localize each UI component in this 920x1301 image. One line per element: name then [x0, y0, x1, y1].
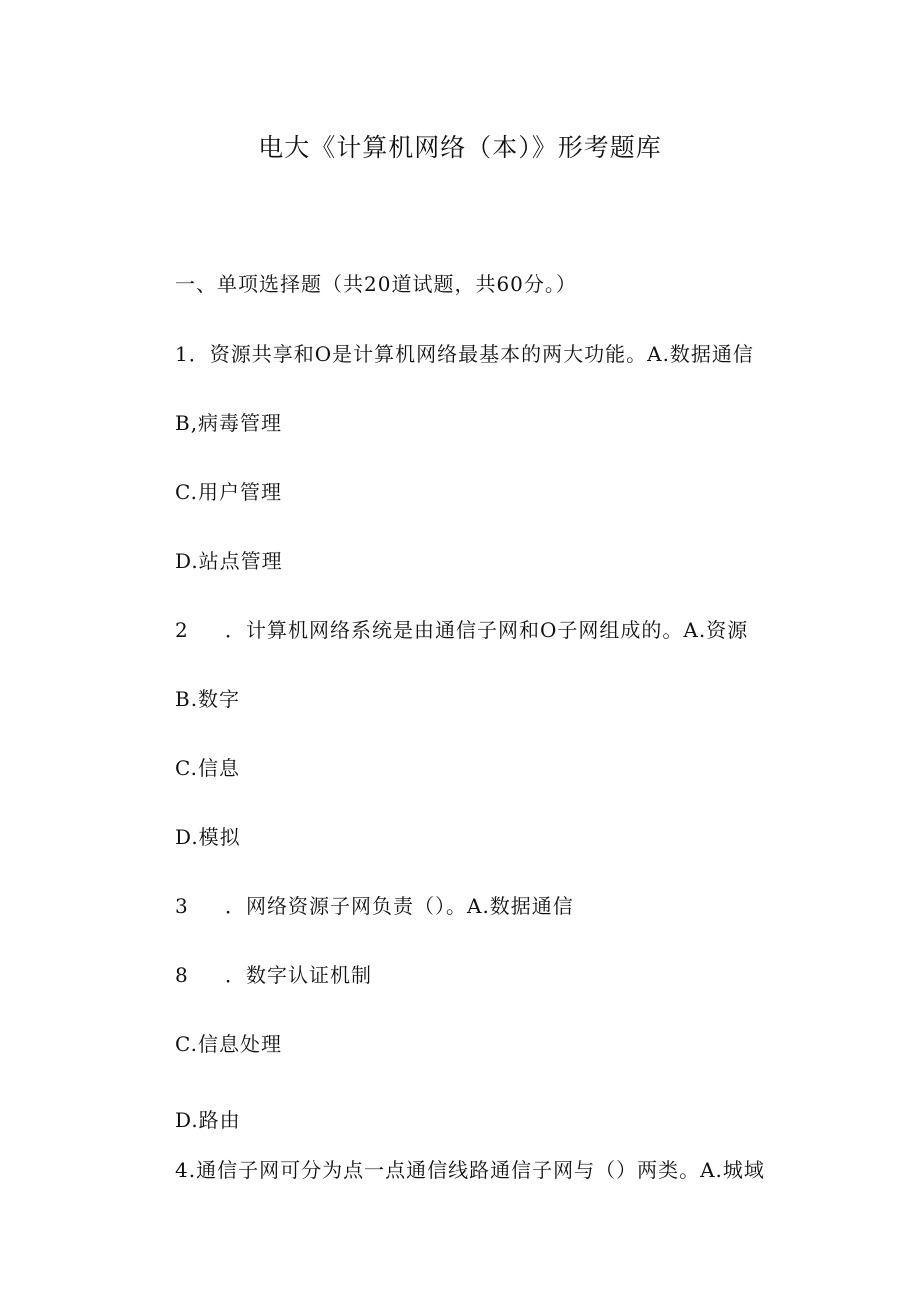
section-heading: 一、单项选择题（共20道试题，共60分。）: [175, 272, 577, 296]
question-number: 2: [175, 618, 189, 642]
option-line: [175, 752, 240, 781]
option-text: D.路由: [175, 1108, 241, 1132]
option-text: B.数字: [175, 687, 241, 711]
option-text: D.站点管理: [175, 549, 283, 573]
option-text: D.模拟: [175, 825, 241, 849]
question-line: [175, 1154, 765, 1183]
option-line: [175, 407, 282, 436]
question-line: [175, 614, 748, 643]
question-line: [175, 338, 754, 367]
option-line: [175, 683, 240, 712]
question-number: 3: [175, 894, 189, 918]
option-text: C.信息: [175, 756, 240, 780]
option-number: 8: [175, 963, 189, 987]
option-line: [175, 545, 283, 574]
option-line: [175, 476, 282, 505]
option-line: [175, 1028, 282, 1057]
question-text: 4.通信子网可分为点一点通信线路通信子网与（）两类。A.城域: [175, 1158, 765, 1182]
option-text: ．数字认证机制: [225, 963, 372, 987]
option-line: [175, 821, 241, 850]
option-text: C.信息处理: [175, 1032, 282, 1056]
question-line: [175, 890, 574, 919]
option-line: [175, 1104, 241, 1133]
option-line: [175, 959, 372, 988]
question-text: ．计算机网络系统是由通信子网和O子网组成的。A.资源: [225, 618, 749, 642]
option-text: B,病毒管理: [175, 411, 283, 435]
question-text: ．网络资源子网负责（）。A.数据通信: [225, 894, 574, 918]
question-text: 1．资源共享和O是计算机网络最基本的两大功能。A.数据通信: [175, 342, 754, 366]
document-title: 电大《计算机网络（本）》形考题库: [258, 133, 662, 162]
option-text: C.用户管理: [175, 480, 282, 504]
